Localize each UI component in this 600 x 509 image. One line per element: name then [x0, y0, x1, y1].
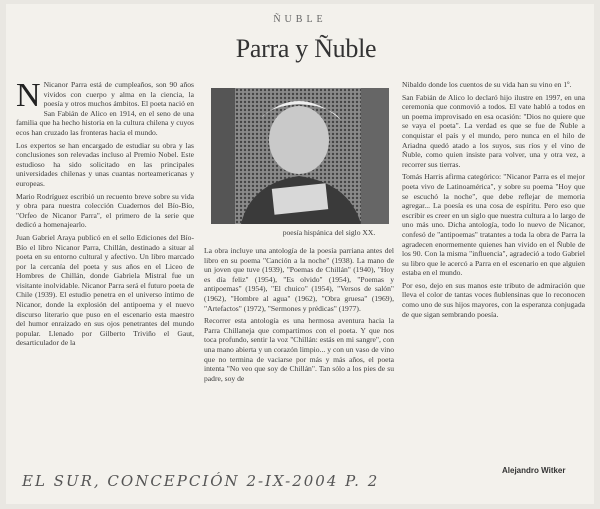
- paragraph: La obra incluye una antología de la poesía parriana antes del libro en su poema "Canción a la noche" (1938). La mano de un joven que tuve (1939), "Poemas de Chillán" (1940), "Hoy es día feliz" (1954), "Es olvido" (1954), "Poemas y antipoemas" (1954), "El chuico" (1954), "Versos de salón" (1962), "Hombre al agua" (1962), "Obra gruesa" (1969), "Artefactos" (1972), "Sermones y prédicas" (1977).: [204, 246, 394, 313]
- paragraph: Nibaldo donde los cuentos de su vida han su vino en 1º.: [402, 80, 572, 89]
- paragraph: San Fabián de Alico lo declaró hijo ilustre en 1997, en una ceremonia que conmovió a todos. El vate habló a todos en un poema improvisado en esa ocasión: "Dios no quiere que se vaya el poeta". La verdad es que se fue de Ñuble a conquistar el país y el mundo, pero nunca en el hilo de Ariadna quedó atado a los suyos, sus ríos y el vino de Ñuble, como quien insiste para volver, una y otra vez, a recorrer sus tierras.: [402, 92, 585, 169]
- paragraph: Por eso, dejo en sus manos este tributo de admiración que lleva el color de tantas voces ñublensinas que lo reconocen como uno de sus hijos mayores, con la esperanza conjugada de que sigan sembrando poesía.: [402, 280, 585, 319]
- paragraph-text: Nicanor Parra está de cumpleaños, son 90 años vividos con cuerpo y alma en la ciencia, la poesía y otros muchos ámbitos. El poeta nació en San Fabián de Alico en 1914, en el seno de una familia que ha hecho historia en la cultura chilena y cuyos ecos han cruzado las fronteras hacia el mundo.: [16, 80, 194, 137]
- paragraph: Mario Rodríguez escribió un recuento breve sobre su vida y obra para nuestra colección Cuadernos del Bío-Bío, "Orfeo de Nicanor Parra", el primero de la serie que dedicó a homenajearlo.: [16, 191, 194, 230]
- article-column-3: [402, 80, 585, 455]
- drop-cap: N: [16, 80, 41, 114]
- article-column-2: [204, 246, 394, 454]
- newspaper-page: [6, 4, 594, 504]
- article-title: Parra y Ñuble: [235, 34, 377, 63]
- paragraph: Juan Gabriel Araya publicó en el sello Ediciones del Bío-Bío el libro Nicanor Parra, Chillán, destinado a situar al poeta en su entorno cultural y afectivo. Un libro marcado por la cercanía del poeta y sus años en el Liceo de Hombres de Chillán, donde Gabriela Mistral fue un visitante inolvidable. Nicanor Parra será el futuro poeta de Chile (1939). El estudio penetra en el universo íntimo de Nicanor, donde la explosión del antipoema y el nuevo discurso literario que puso en el escenario esta maestro del humor enraizado en sus ojos penetrantes del mundo popular. Llenado por Gilberto Triviño el Gaut, desarticulador de la: [16, 232, 194, 348]
- section-header: ÑUBLE: [273, 14, 327, 25]
- paragraph: Los expertos se han encargado de estudiar su obra y las conclusiones son relevadas incluso al Premio Nobel. Este estudioso ha sido solicitado en las principales universidades chilenas y unas cuantas norteamericanas y europeas.: [16, 140, 194, 188]
- poet-photo: [211, 88, 389, 224]
- paragraph: Recorrer esta antología es una hermosa aventura hacia la Parra Chillaneja que compartimos con el poeta. Y que nos toca profundo, sentir la voz "Chillán: estás en mi sangre", con una mano abierta y un corazón limpio... y con un vaso de vino que no termina de vaciarse por más y más años, el poeta intenta "No veo que soy de Chillán". Tan sólo a los pies de su padre, soy de: [204, 316, 394, 383]
- photo-caption: poesía hispánica del siglo XX.: [282, 228, 376, 237]
- paragraph: [16, 80, 194, 138]
- article-column-1: [16, 80, 194, 455]
- paragraph: Tomás Harris afirma categórico: "Nicanor Parra es el mejor poeta vivo de Latinoamérica", y sobre su poema "Hoy que se escuchó la noche", que debe reflejar de memoria agregar... La poesía es una cosa de espíritu. Pero eso que escribir es creer en un siglo que nuestra cultura a lo largo de uno más uno. Dicha antología, todo lo nuevo de Nicanor, confesó de "antipoemas" tratantes a toda la obra de Parra la agradecen enormemente quienes han vivido en el Ñuble de los 90. Con la misma "influencia", agradeció a todo Gabriel su libro que le acercó a Parra en el escenario en que alguien estaba en el mundo.: [402, 172, 585, 278]
- author-byline: Alejandro Witker: [502, 466, 566, 475]
- handwritten-source-note: EL SUR, CONCEPCIÓN 2-IX-2004 P. 2: [22, 472, 380, 490]
